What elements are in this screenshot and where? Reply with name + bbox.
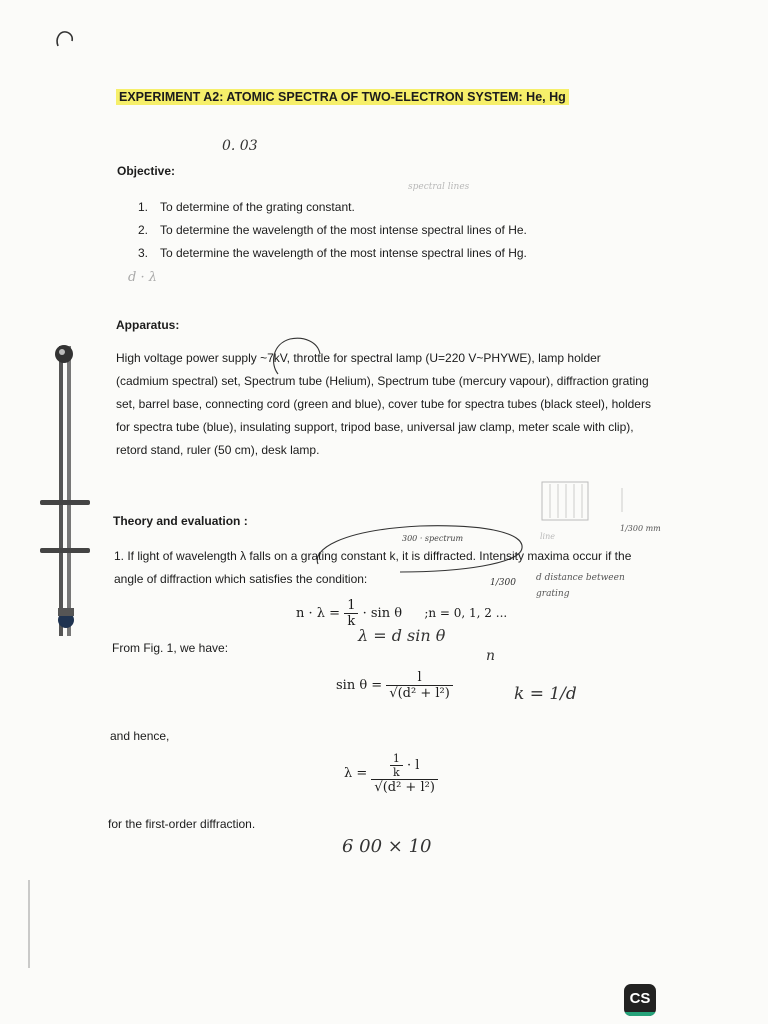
- handwritten-n-mark: n: [486, 648, 496, 664]
- handwritten-side-fraction: 1/300: [490, 578, 516, 588]
- equation-sin-theta: [336, 670, 453, 701]
- equation-rhs: · sin θ: [362, 606, 403, 621]
- equation-grating: [296, 598, 507, 629]
- first-order-text: for the first-order diffraction.: [108, 817, 256, 831]
- objective-item-2: [138, 223, 527, 237]
- theory-line-1: 1. If light of wavelength λ falls on a grating constant k, it is diffracted. Intensity maxima occur if the: [114, 549, 632, 563]
- handwritten-circle-mark: [268, 334, 324, 378]
- objective-item-3: [138, 246, 527, 260]
- numerator-tail: · l: [407, 758, 420, 773]
- objective-heading: Objective:: [117, 164, 176, 178]
- apparatus-heading: Apparatus:: [116, 318, 180, 332]
- and-hence-text: and hence,: [110, 729, 170, 743]
- from-fig-text: From Fig. 1, we have:: [112, 641, 229, 655]
- objective-item-text: To determine of the grating constant.: [160, 200, 355, 214]
- theory-heading: Theory and evaluation :: [113, 514, 248, 528]
- logo-band: [624, 1012, 656, 1016]
- handwritten-top-note: 0. 03: [222, 138, 258, 154]
- camscanner-logo: [624, 984, 656, 1016]
- equation-lhs: sin θ =: [336, 678, 383, 693]
- objective-item-text: To determine the wavelength of the most intense spectral lines of Hg.: [160, 246, 527, 260]
- equation-lhs: n · λ =: [296, 606, 341, 621]
- equation-fraction: [371, 752, 438, 795]
- objective-item-number: 1.: [138, 200, 149, 214]
- fraction-numerator: [371, 752, 438, 780]
- equation-wavelength: [344, 752, 438, 795]
- corner-scribble: [52, 28, 78, 50]
- equation-condition: ;n = 0, 1, 2 ...: [424, 606, 508, 620]
- equation-fraction: [386, 670, 453, 701]
- apparatus-list: [116, 347, 656, 462]
- fraction-denominator: √(d² + l²): [389, 686, 450, 701]
- apparatus-line: High voltage power supply ~7kV, throttle for spectral lamp (U=220 V~PHYWE), lamp holder: [116, 351, 601, 365]
- fraction-denominator: √(d² + l²): [374, 780, 435, 795]
- handwritten-circle-note: 300 · spectrum: [402, 534, 464, 543]
- apparatus-line: set, barrel base, connecting cord (green and blue), cover tube for spectra tubes (black steel), holders: [116, 397, 651, 411]
- inner-numerator: 1: [390, 752, 403, 766]
- page-title: EXPERIMENT A2: ATOMIC SPECTRA OF TWO-ELECTRON SYSTEM: He, Hg: [116, 89, 569, 105]
- handwritten-bar-label-2: 1/300 mm: [620, 524, 661, 533]
- handwritten-side-label: d distance between grating: [536, 573, 625, 599]
- apparatus-line: retord stand, ruler (50 cm), desk lamp.: [116, 443, 320, 457]
- equation-lhs: λ =: [344, 766, 368, 781]
- theory-line-2: angle of diffraction which satisfies the condition:: [114, 572, 368, 586]
- handwritten-under-equation: λ = d sin θ: [358, 626, 446, 645]
- objective-item-text: To determine the wavelength of the most intense spectral lines of He.: [160, 223, 527, 237]
- camscanner-logo-text: CS: [629, 990, 651, 1007]
- objective-item-number: 3.: [138, 246, 149, 260]
- handwritten-k-equation: k = 1/d: [514, 684, 577, 704]
- apparatus-line: (cadmium spectral) set, Spectrum tube (Helium), Spectrum tube (mercury vapour), diffraction grating: [116, 374, 649, 388]
- equation-fraction: [344, 598, 358, 629]
- handwritten-bottom-note: 6 00 × 10: [342, 836, 432, 857]
- fraction-denominator: k: [347, 614, 356, 629]
- objective-item-number: 2.: [138, 223, 149, 237]
- fraction-numerator: 1: [344, 598, 358, 614]
- binder-clip-graphic: [40, 332, 90, 642]
- handwritten-bar-label-1: line: [540, 532, 556, 541]
- fraction-numerator: l: [386, 670, 453, 686]
- handwritten-mid-scribble: d · λ: [128, 270, 157, 285]
- apparatus-line: for spectra tube (blue), insulating support, tripod base, universal jaw clamp, meter scale with clip),: [116, 420, 634, 434]
- inner-fraction: [390, 752, 403, 779]
- handwritten-top-right-scribble: spectral lines: [408, 182, 470, 192]
- inner-denominator: k: [393, 766, 400, 779]
- objective-item-1: [138, 200, 355, 214]
- margin-line: [26, 880, 32, 970]
